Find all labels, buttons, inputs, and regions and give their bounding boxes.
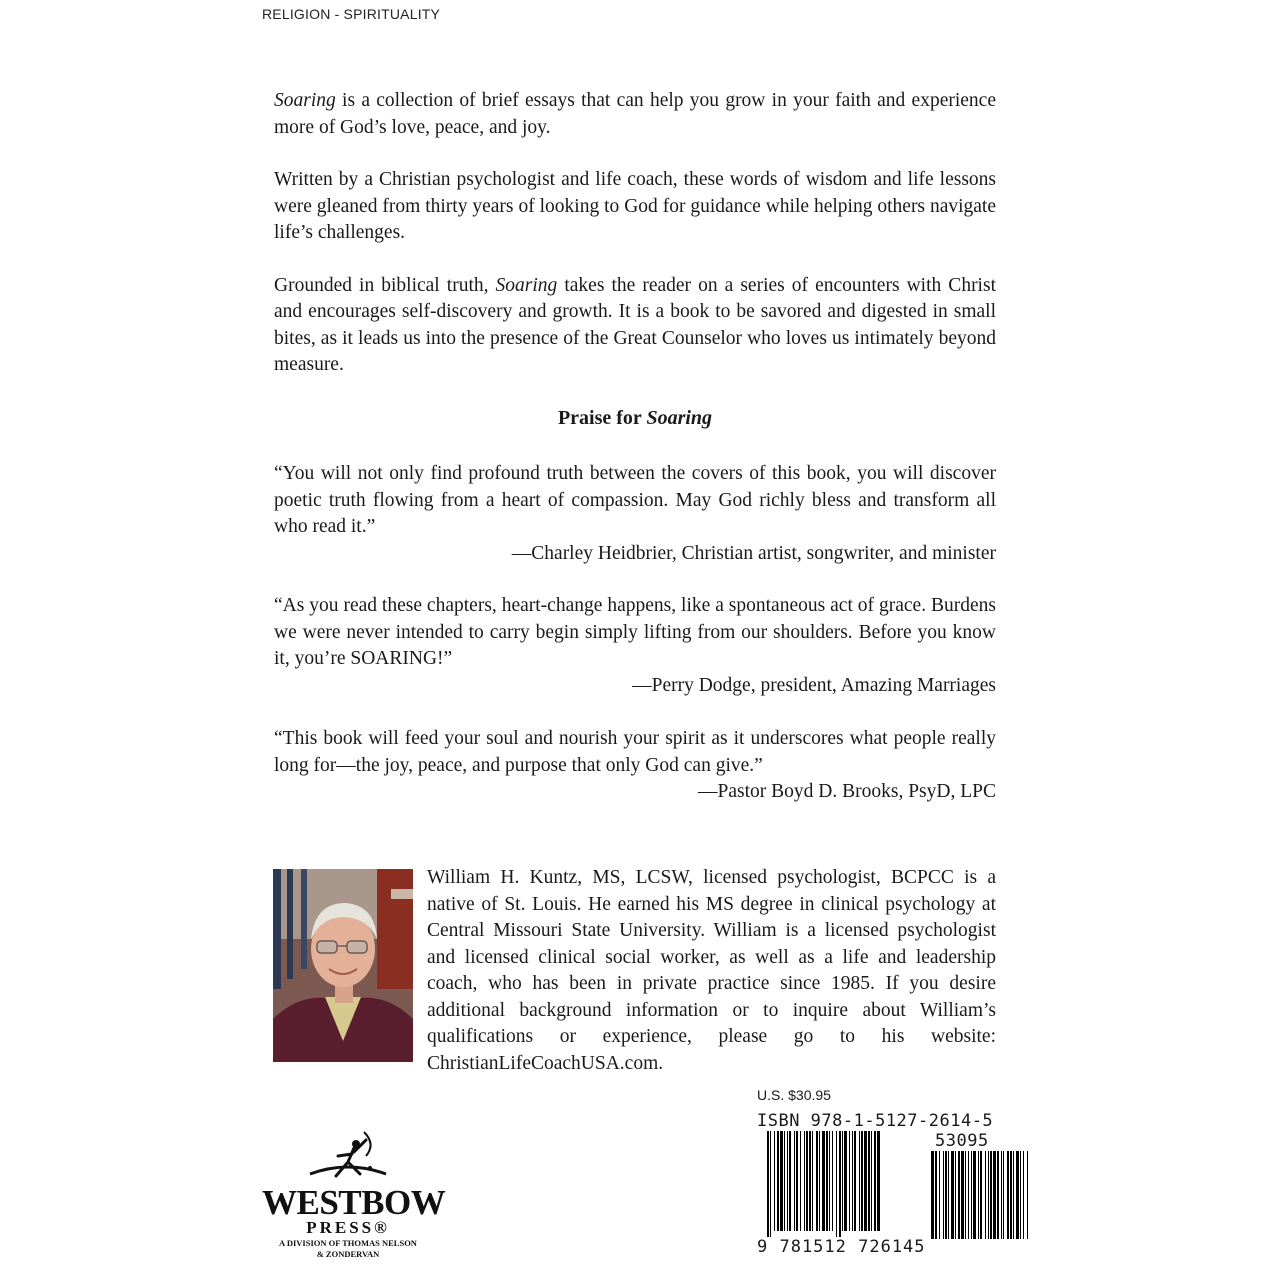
quote-attribution: —Perry Dodge, president, Amazing Marriages — [632, 674, 996, 696]
intro-paragraph-2: Written by a Christian psychologist and life coach, these words of wisdom and life lessons were gleaned from thirty years of looking to God for guidance while helping others navigate life’s challenges. — [274, 169, 996, 243]
barcode-icon — [757, 1131, 1032, 1241]
description — [274, 88, 996, 379]
quote-text: “This book will feed your soul and nourish your spirit as it underscores what people really long for—the joy, peace, and purpose that only God can give.” — [274, 728, 996, 776]
division-line-2: & ZONDERVAN — [316, 1249, 380, 1259]
author-photo — [273, 869, 413, 1062]
intro-paragraph-1: Soaring is a collection of brief essays that can help you grow in your faith and experience more of God’s love, peace, and joy. — [274, 90, 996, 138]
praise-heading: Praise for Soaring — [557, 407, 713, 429]
praise-quote-3 — [274, 726, 996, 806]
praise-quote-1 — [274, 461, 996, 567]
publisher-division — [262, 1238, 434, 1260]
publisher-name: WESTBOW — [262, 1183, 446, 1222]
division-line-1: A DIVISION OF THOMAS NELSON — [279, 1238, 417, 1248]
praise-quote-2 — [274, 593, 996, 699]
price: U.S. $30.95 — [757, 1087, 831, 1103]
author-bio: William H. Kuntz, MS, LCSW, licensed psychologist, BCPCC is a native of St. Louis. He earned his MS degree in clinical psychology at Central Missouri State University. William is a licensed psychologist and licensed clinical social worker, as well as a life and leadership coach, who has been in private practice since 1985. If you desire additional background information or to inquire about William’s qualifications or experience, please go to his website: ChristianLifeCoachUSA.com. — [427, 867, 996, 1074]
isbn: ISBN 978-1-5127-2614-5 — [757, 1111, 994, 1131]
quote-text: “You will not only find profound truth between the covers of this book, you will discover poetic truth flowing from a heart of compassion. May God richly bless and transform all who read it.” — [274, 463, 996, 537]
quote-attribution: —Charley Heidbrier, Christian artist, songwriter, and minister — [511, 542, 996, 564]
barcode-digits: 9 781512 726145 — [757, 1237, 926, 1257]
quote-text: “As you read these chapters, heart-change happens, like a spontaneous act of grace. Burdens we were never intended to carry begin simply lifting from our shoulders. Before you know it, you’re SOARING!” — [274, 595, 996, 669]
intro-paragraph-3: Grounded in biblical truth, Soaring takes the reader on a series of encounters with Christ and encourages self-discovery and growth. It is a book to be savored and digested in small bites, as it leads us into the presence of the Great Counselor who loves us intimately beyond measure. — [274, 274, 996, 375]
price-code: 53095 — [935, 1131, 989, 1151]
publisher-press: PRESS® — [306, 1218, 390, 1237]
quote-attribution: —Pastor Boyd D. Brooks, PsyD, LPC — [698, 781, 996, 802]
category-label: RELIGION - SPIRITUALITY — [262, 6, 441, 22]
